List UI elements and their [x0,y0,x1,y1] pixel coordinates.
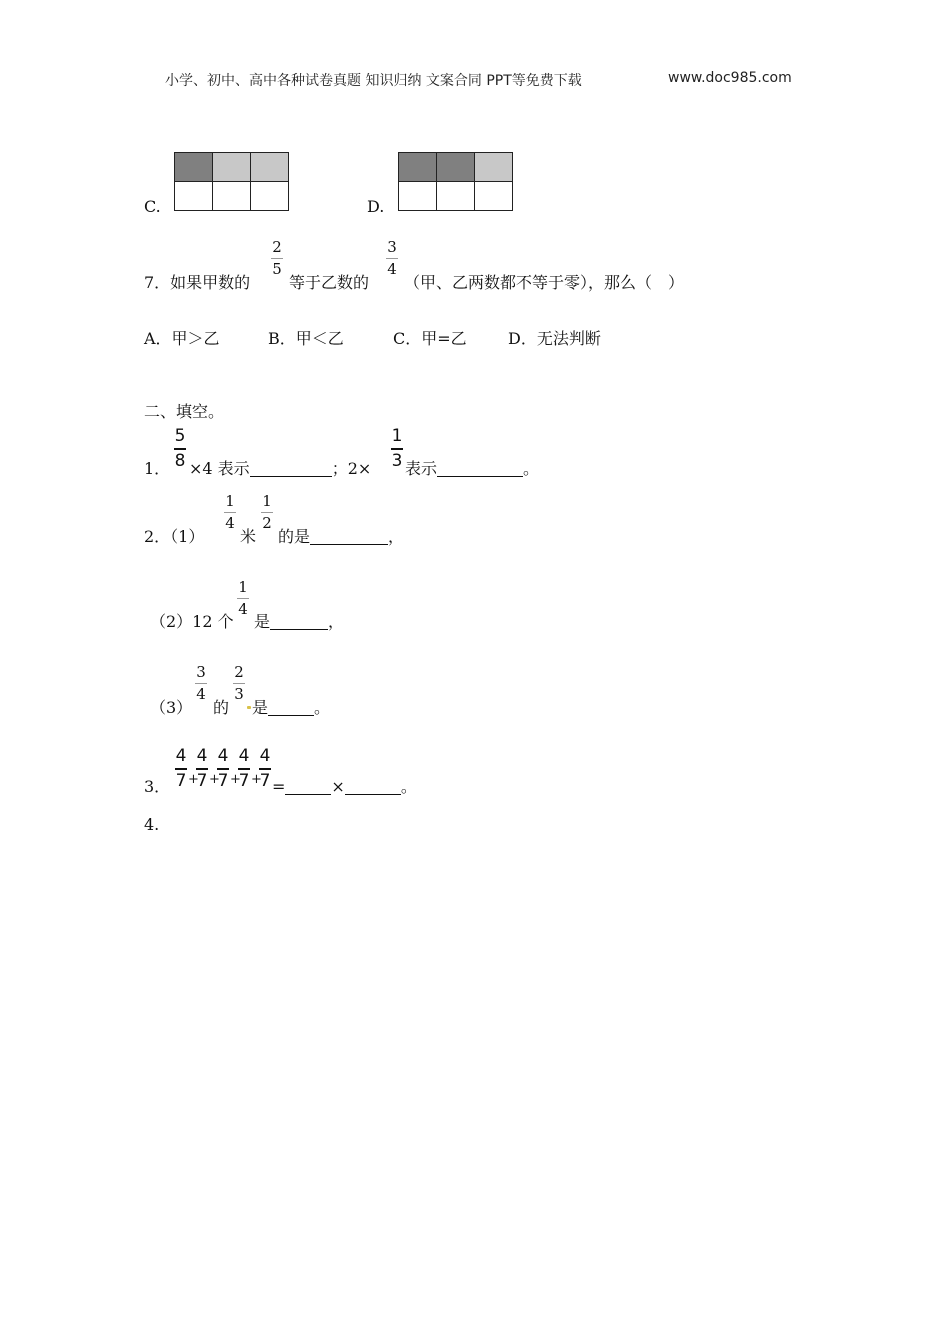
fill3-tail [272,774,417,797]
plus-sign: + [209,772,220,787]
fill3-blank-1[interactable] [285,778,331,795]
grid-cell [399,153,437,182]
fill2-1-fraction-2 [260,494,274,531]
fraction-bar [271,258,283,259]
marker-dot [247,706,251,709]
fill2-2-blank[interactable] [270,613,328,630]
denominator: 2 [262,514,272,532]
fraction-bar [386,258,398,259]
fill2-3-tail [252,695,330,718]
fill2-1-text-1: 米 [240,527,257,546]
numerator: 1 [225,492,235,510]
fill2-3-blank[interactable] [268,699,314,716]
option-d-grid [398,152,513,211]
grid-cell [251,153,289,182]
fill1-text-2: ；2× [331,459,372,478]
fill1-fraction-2 [390,428,404,470]
section-title: 二、填空。 [144,402,225,421]
fill3-fraction-2 [195,748,209,790]
q7-fraction-1 [270,240,284,277]
numerator: 4 [217,746,229,766]
fill3-fraction-1 [174,748,188,790]
fill3-end: 。 [400,777,417,796]
fraction-bar [238,768,250,770]
fill2-1-tail [278,524,404,547]
fraction-bar [391,448,403,450]
fill3-number: 3． [144,777,171,796]
fraction-bar [174,448,186,450]
fraction-bar [224,512,236,513]
denominator: 4 [238,600,248,618]
fill1-text-1: ×4 表示 [189,459,250,478]
numerator: 4 [196,746,208,766]
fill2-3-fraction-2 [232,665,246,702]
fraction-bar [196,768,208,770]
denominator: 8 [174,451,186,471]
grid-cell [213,153,251,182]
denominator: 7 [217,771,229,791]
denominator: 4 [196,685,206,703]
q7-mid: 等于乙数的 [289,273,370,292]
option-c-grid [174,152,289,211]
fill2-1-blank[interactable] [310,528,388,545]
numerator: 3 [387,238,397,256]
fill2-1-end: ， [388,527,405,546]
fill2-2-text-1: 是 [254,612,271,631]
grid-cell [437,153,475,182]
fill3-fraction-3 [216,748,230,790]
numerator: 2 [272,238,282,256]
fill2-2-end: ， [328,612,345,631]
plus-sign: + [188,772,199,787]
q7-prefix: 7．如果甲数的 [144,273,251,292]
fill2-1-prefix: 2．（1） [144,527,205,546]
fill2-2-tail [254,609,344,632]
option-d-label: D. [367,197,385,216]
fraction-bar [217,768,229,770]
denominator: 7 [259,771,271,791]
fill2-3-fraction-1 [194,665,208,702]
grid-cell [475,153,513,182]
fill3-fraction-5 [258,748,272,790]
numerator: 1 [238,578,248,596]
fill2-1-fraction-1 [223,494,237,531]
numerator: 1 [262,492,272,510]
fill1-blank-1[interactable] [250,460,332,477]
grid-cell [475,182,513,211]
q7-suffix: （甲、乙两数都不等于零），那么（ ） [404,273,685,292]
fill1-text-4: 。 [523,459,540,478]
numerator: 3 [196,663,206,681]
fill2-3-end: 。 [314,698,331,717]
q7-option-b: B．甲＜乙 [268,329,344,348]
grid-cell [399,182,437,211]
grid-cell [175,153,213,182]
fill1-tail [405,456,539,479]
q7-option-d: D．无法判断 [508,329,601,348]
grid-cell [213,182,251,211]
q7-fraction-2 [385,240,399,277]
fill1-number: 1． [144,459,171,478]
numerator: 2 [234,663,244,681]
plus-sign: + [230,772,241,787]
grid-cell [175,182,213,211]
grid-cell [437,182,475,211]
fill1-text [189,456,371,479]
denominator: 3 [234,685,244,703]
fraction-bar [175,768,187,770]
numerator: 4 [259,746,271,766]
fraction-bar [237,598,249,599]
denominator: 7 [238,771,250,791]
times-sign: × [331,777,345,796]
fill1-blank-2[interactable] [437,460,523,477]
fill2-3-text-1: 的 [213,698,230,717]
fill3-blank-2[interactable] [345,778,401,795]
grid-cell [251,182,289,211]
option-c-label: C. [144,197,161,216]
fill2-2-fraction [236,580,250,617]
q7-option-c: C．甲=乙 [393,329,467,348]
fill4-number: 4. [144,815,160,834]
fill1-text-3: 表示 [405,459,438,478]
denominator: 4 [387,260,397,278]
numerator: 1 [391,426,403,446]
fraction-bar [261,512,273,513]
denominator: 3 [391,451,403,471]
denominator: 7 [175,771,187,791]
fraction-bar [195,683,207,684]
equals-sign: = [272,777,286,796]
fraction-bar [233,683,245,684]
q7-option-a: A．甲＞乙 [144,329,220,348]
fill2-3-text-2: 是 [252,698,269,717]
numerator: 4 [238,746,250,766]
fill2-3-prefix: （3） [150,698,193,717]
numerator: 4 [175,746,187,766]
header-url: www.doc985.com [668,70,792,86]
denominator: 5 [272,260,282,278]
fraction-bar [259,768,271,770]
fill1-fraction-1 [173,428,187,470]
numerator: 5 [174,426,186,446]
plus-sign: + [251,772,262,787]
fill3-fraction-4 [237,748,251,790]
fill2-2-prefix: （2）12 个 [150,612,234,631]
denominator: 7 [196,771,208,791]
header-banner-text: 小学、初中、高中各种试卷真题 知识归纳 文案合同 PPT等免费下载 [165,73,582,89]
fill2-1-text-2: 的是 [278,527,311,546]
denominator: 4 [225,514,235,532]
